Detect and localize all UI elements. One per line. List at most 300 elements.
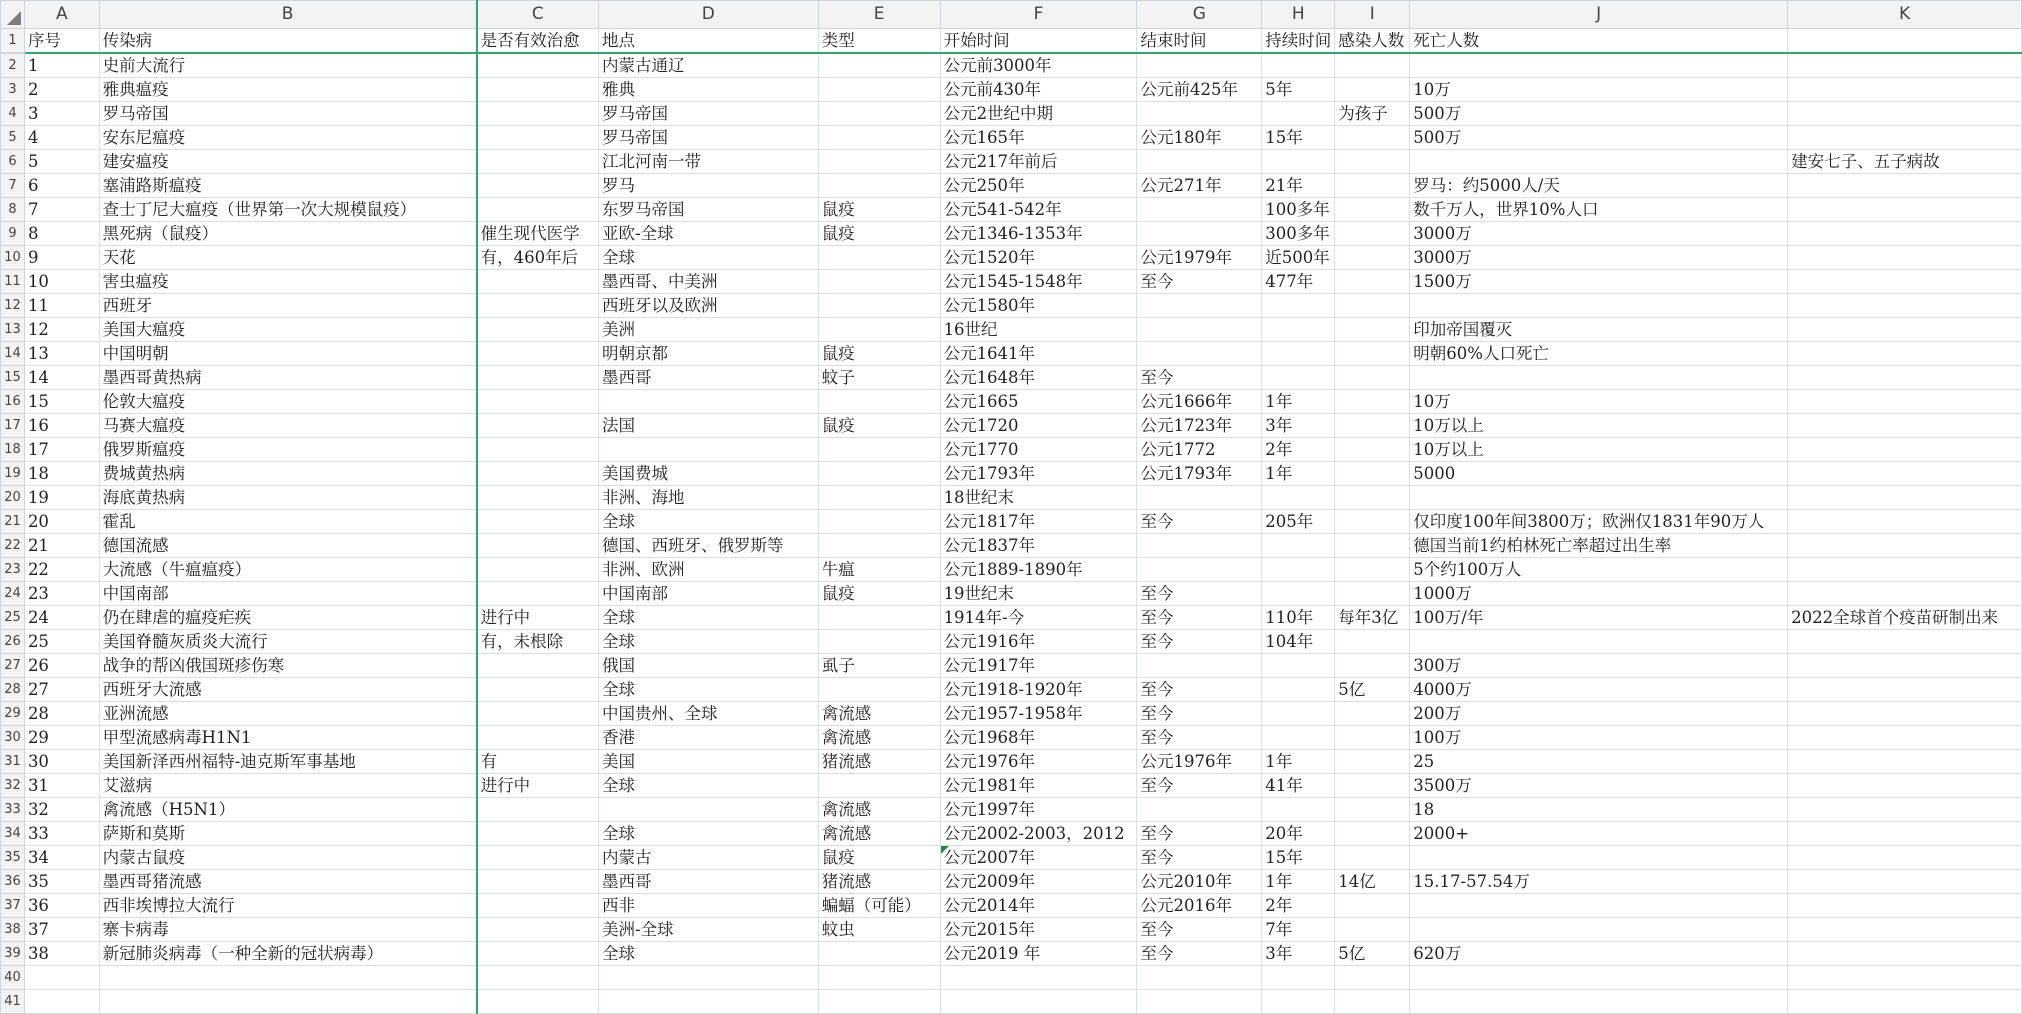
table-cell[interactable]	[598, 822, 818, 846]
table-cell[interactable]	[940, 366, 1137, 390]
table-cell[interactable]	[477, 510, 599, 534]
table-cell[interactable]	[940, 53, 1137, 78]
row-header[interactable]: 39	[1, 942, 25, 966]
table-cell[interactable]	[1335, 102, 1410, 126]
row-header[interactable]: 5	[1, 126, 25, 150]
table-cell[interactable]	[99, 702, 477, 726]
table-cell[interactable]	[1788, 390, 2022, 414]
table-cell[interactable]	[477, 222, 599, 246]
table-cell[interactable]	[477, 534, 599, 558]
row-header[interactable]: 21	[1, 510, 25, 534]
table-cell[interactable]	[1410, 990, 1788, 1014]
table-cell[interactable]	[1262, 558, 1335, 582]
table-cell[interactable]	[24, 366, 99, 390]
table-cell[interactable]	[1335, 486, 1410, 510]
row-header[interactable]: 8	[1, 198, 25, 222]
table-cell[interactable]	[1137, 606, 1262, 630]
table-cell[interactable]	[1410, 654, 1788, 678]
table-cell[interactable]	[24, 510, 99, 534]
table-cell[interactable]	[99, 198, 477, 222]
table-cell[interactable]	[1262, 246, 1335, 270]
column-title-cell[interactable]	[1137, 29, 1262, 54]
table-cell[interactable]	[1137, 702, 1262, 726]
table-cell[interactable]	[1335, 630, 1410, 654]
table-cell[interactable]	[99, 966, 477, 990]
table-cell[interactable]	[598, 606, 818, 630]
table-cell[interactable]	[940, 630, 1137, 654]
table-cell[interactable]	[1410, 582, 1788, 606]
table-cell[interactable]	[598, 294, 818, 318]
table-cell[interactable]	[598, 126, 818, 150]
table-cell[interactable]	[1335, 558, 1410, 582]
table-cell[interactable]	[818, 534, 940, 558]
table-cell[interactable]	[477, 414, 599, 438]
table-cell[interactable]	[1410, 246, 1788, 270]
table-cell[interactable]	[1137, 678, 1262, 702]
table-cell[interactable]	[818, 966, 940, 990]
row-header[interactable]: 34	[1, 822, 25, 846]
table-cell[interactable]	[1335, 53, 1410, 78]
table-cell[interactable]	[1788, 53, 2022, 78]
table-cell[interactable]	[1788, 870, 2022, 894]
table-cell[interactable]	[24, 462, 99, 486]
table-cell[interactable]	[1410, 270, 1788, 294]
table-cell[interactable]	[1262, 126, 1335, 150]
table-cell[interactable]	[940, 438, 1137, 462]
table-cell[interactable]	[1410, 222, 1788, 246]
table-cell[interactable]	[1262, 702, 1335, 726]
table-cell[interactable]	[818, 990, 940, 1014]
row-header[interactable]: 32	[1, 774, 25, 798]
table-cell[interactable]	[24, 918, 99, 942]
row-header[interactable]: 17	[1, 414, 25, 438]
row-header[interactable]: 18	[1, 438, 25, 462]
table-cell[interactable]	[99, 894, 477, 918]
table-cell[interactable]	[1262, 582, 1335, 606]
table-cell[interactable]	[818, 53, 940, 78]
table-cell[interactable]	[99, 294, 477, 318]
column-header-h[interactable]: H	[1262, 1, 1335, 29]
table-cell[interactable]	[24, 558, 99, 582]
table-cell[interactable]	[24, 102, 99, 126]
table-cell[interactable]	[1410, 606, 1788, 630]
table-cell[interactable]	[940, 318, 1137, 342]
table-cell[interactable]	[477, 366, 599, 390]
column-header-g[interactable]: G	[1137, 1, 1262, 29]
table-cell[interactable]	[1137, 798, 1262, 822]
table-cell[interactable]	[1410, 198, 1788, 222]
table-cell[interactable]	[99, 654, 477, 678]
table-cell[interactable]	[598, 678, 818, 702]
table-cell[interactable]	[1788, 174, 2022, 198]
table-cell[interactable]	[598, 486, 818, 510]
table-cell[interactable]	[1335, 798, 1410, 822]
table-cell[interactable]	[24, 822, 99, 846]
table-cell[interactable]	[1788, 558, 2022, 582]
table-cell[interactable]	[1335, 918, 1410, 942]
row-header[interactable]: 36	[1, 870, 25, 894]
table-cell[interactable]	[940, 966, 1137, 990]
table-cell[interactable]	[940, 990, 1137, 1014]
table-cell[interactable]	[99, 750, 477, 774]
table-cell[interactable]	[24, 150, 99, 174]
table-cell[interactable]	[1335, 942, 1410, 966]
table-cell[interactable]	[477, 174, 599, 198]
table-cell[interactable]	[940, 558, 1137, 582]
table-cell[interactable]	[1335, 366, 1410, 390]
table-cell[interactable]	[940, 678, 1137, 702]
table-cell[interactable]	[1335, 222, 1410, 246]
table-cell[interactable]	[1788, 678, 2022, 702]
table-cell[interactable]	[1410, 150, 1788, 174]
table-cell[interactable]	[1410, 126, 1788, 150]
table-cell[interactable]	[598, 654, 818, 678]
table-cell[interactable]	[818, 870, 940, 894]
row-header[interactable]: 7	[1, 174, 25, 198]
table-cell[interactable]	[1410, 750, 1788, 774]
table-cell[interactable]	[1262, 726, 1335, 750]
table-cell[interactable]	[1788, 150, 2022, 174]
table-cell[interactable]	[598, 390, 818, 414]
table-cell[interactable]	[24, 726, 99, 750]
table-cell[interactable]	[24, 222, 99, 246]
table-cell[interactable]	[1262, 390, 1335, 414]
table-cell[interactable]	[1788, 438, 2022, 462]
table-cell[interactable]	[99, 678, 477, 702]
table-cell[interactable]	[1137, 486, 1262, 510]
table-cell[interactable]	[24, 486, 99, 510]
table-cell[interactable]	[24, 870, 99, 894]
table-cell[interactable]	[1262, 342, 1335, 366]
table-cell[interactable]	[1788, 510, 2022, 534]
table-cell[interactable]	[940, 822, 1137, 846]
table-cell[interactable]	[1788, 894, 2022, 918]
table-cell[interactable]	[1262, 750, 1335, 774]
table-cell[interactable]	[99, 798, 477, 822]
table-cell[interactable]	[24, 702, 99, 726]
table-cell[interactable]	[940, 222, 1137, 246]
row-header[interactable]: 35	[1, 846, 25, 870]
table-cell[interactable]	[1788, 462, 2022, 486]
column-header-i[interactable]: I	[1335, 1, 1410, 29]
table-cell[interactable]	[1262, 678, 1335, 702]
table-cell[interactable]	[24, 126, 99, 150]
table-cell[interactable]	[477, 270, 599, 294]
table-cell[interactable]	[477, 102, 599, 126]
table-cell[interactable]	[99, 870, 477, 894]
column-header-b[interactable]: B	[99, 1, 477, 29]
table-cell[interactable]	[477, 678, 599, 702]
table-cell[interactable]	[24, 270, 99, 294]
table-cell[interactable]	[940, 150, 1137, 174]
table-cell[interactable]	[1137, 942, 1262, 966]
column-title-cell[interactable]	[1262, 29, 1335, 54]
table-cell[interactable]	[940, 582, 1137, 606]
table-cell[interactable]	[818, 702, 940, 726]
table-cell[interactable]	[1137, 318, 1262, 342]
table-cell[interactable]	[818, 630, 940, 654]
table-cell[interactable]	[1137, 990, 1262, 1014]
table-cell[interactable]	[99, 318, 477, 342]
column-header-c[interactable]: C	[477, 1, 599, 29]
table-cell[interactable]	[477, 606, 599, 630]
table-cell[interactable]	[598, 438, 818, 462]
table-cell[interactable]	[1335, 78, 1410, 102]
table-cell[interactable]	[24, 654, 99, 678]
table-cell[interactable]	[1137, 654, 1262, 678]
column-title-cell[interactable]	[1410, 29, 1788, 54]
row-header[interactable]: 12	[1, 294, 25, 318]
table-cell[interactable]	[1262, 774, 1335, 798]
table-cell[interactable]	[24, 246, 99, 270]
table-cell[interactable]	[1410, 102, 1788, 126]
table-cell[interactable]	[1137, 150, 1262, 174]
table-cell[interactable]	[940, 918, 1137, 942]
table-cell[interactable]	[1137, 246, 1262, 270]
table-cell[interactable]	[1262, 990, 1335, 1014]
table-cell[interactable]	[1137, 918, 1262, 942]
table-cell[interactable]	[940, 174, 1137, 198]
row-header[interactable]: 1	[1, 29, 25, 54]
table-cell[interactable]	[1410, 558, 1788, 582]
table-cell[interactable]	[1335, 198, 1410, 222]
table-cell[interactable]	[940, 846, 1137, 870]
table-cell[interactable]	[818, 366, 940, 390]
table-cell[interactable]	[477, 198, 599, 222]
table-cell[interactable]	[24, 582, 99, 606]
table-cell[interactable]	[1137, 438, 1262, 462]
table-cell[interactable]	[1335, 438, 1410, 462]
table-cell[interactable]	[1335, 462, 1410, 486]
table-cell[interactable]	[477, 726, 599, 750]
table-cell[interactable]	[598, 750, 818, 774]
row-header[interactable]: 40	[1, 966, 25, 990]
table-cell[interactable]	[598, 150, 818, 174]
table-cell[interactable]	[99, 53, 477, 78]
table-cell[interactable]	[24, 78, 99, 102]
table-cell[interactable]	[99, 822, 477, 846]
row-header[interactable]: 15	[1, 366, 25, 390]
table-cell[interactable]	[940, 750, 1137, 774]
table-cell[interactable]	[598, 582, 818, 606]
column-header-a[interactable]: A	[24, 1, 99, 29]
table-cell[interactable]	[1137, 126, 1262, 150]
table-cell[interactable]	[818, 102, 940, 126]
table-cell[interactable]	[818, 78, 940, 102]
table-cell[interactable]	[1262, 606, 1335, 630]
table-cell[interactable]	[99, 414, 477, 438]
table-cell[interactable]	[1262, 198, 1335, 222]
table-cell[interactable]	[1262, 630, 1335, 654]
table-cell[interactable]	[1137, 870, 1262, 894]
table-cell[interactable]	[598, 774, 818, 798]
table-cell[interactable]	[477, 966, 599, 990]
table-cell[interactable]	[24, 678, 99, 702]
table-cell[interactable]	[24, 942, 99, 966]
table-cell[interactable]	[1137, 558, 1262, 582]
table-cell[interactable]	[818, 150, 940, 174]
table-cell[interactable]	[1410, 534, 1788, 558]
row-header[interactable]: 11	[1, 270, 25, 294]
table-cell[interactable]	[1137, 222, 1262, 246]
table-cell[interactable]	[1335, 846, 1410, 870]
table-cell[interactable]	[1410, 174, 1788, 198]
table-cell[interactable]	[1262, 534, 1335, 558]
table-cell[interactable]	[598, 966, 818, 990]
column-header-j[interactable]: J	[1410, 1, 1788, 29]
table-cell[interactable]	[1410, 630, 1788, 654]
table-cell[interactable]	[940, 78, 1137, 102]
table-cell[interactable]	[818, 270, 940, 294]
table-cell[interactable]	[1410, 462, 1788, 486]
table-cell[interactable]	[99, 438, 477, 462]
table-cell[interactable]	[1262, 318, 1335, 342]
table-cell[interactable]	[99, 366, 477, 390]
table-cell[interactable]	[818, 582, 940, 606]
table-cell[interactable]	[24, 894, 99, 918]
table-cell[interactable]	[1788, 246, 2022, 270]
table-cell[interactable]	[1335, 678, 1410, 702]
table-cell[interactable]	[940, 102, 1137, 126]
table-cell[interactable]	[818, 846, 940, 870]
table-cell[interactable]	[1137, 294, 1262, 318]
table-cell[interactable]	[477, 342, 599, 366]
table-cell[interactable]	[1335, 342, 1410, 366]
column-title-cell[interactable]	[598, 29, 818, 54]
table-cell[interactable]	[477, 702, 599, 726]
table-cell[interactable]	[477, 150, 599, 174]
table-cell[interactable]	[818, 918, 940, 942]
table-cell[interactable]	[818, 678, 940, 702]
table-cell[interactable]	[1262, 966, 1335, 990]
table-cell[interactable]	[99, 486, 477, 510]
row-header[interactable]: 37	[1, 894, 25, 918]
table-cell[interactable]	[1410, 678, 1788, 702]
table-cell[interactable]	[818, 558, 940, 582]
table-cell[interactable]	[99, 174, 477, 198]
table-cell[interactable]	[99, 270, 477, 294]
table-cell[interactable]	[24, 342, 99, 366]
table-cell[interactable]	[477, 846, 599, 870]
table-cell[interactable]	[99, 150, 477, 174]
table-cell[interactable]	[1137, 174, 1262, 198]
table-cell[interactable]	[24, 318, 99, 342]
cell-comment-indicator-icon[interactable]	[941, 846, 949, 854]
table-cell[interactable]	[1137, 342, 1262, 366]
column-title-cell[interactable]	[99, 29, 477, 54]
table-cell[interactable]	[477, 486, 599, 510]
table-cell[interactable]	[1788, 846, 2022, 870]
row-header[interactable]: 41	[1, 990, 25, 1014]
table-cell[interactable]	[477, 822, 599, 846]
table-cell[interactable]	[598, 222, 818, 246]
table-cell[interactable]	[1137, 534, 1262, 558]
table-cell[interactable]	[99, 534, 477, 558]
table-cell[interactable]	[24, 630, 99, 654]
table-cell[interactable]	[1788, 198, 2022, 222]
table-cell[interactable]	[1335, 414, 1410, 438]
table-cell[interactable]	[477, 942, 599, 966]
table-cell[interactable]	[1410, 78, 1788, 102]
table-cell[interactable]	[1262, 918, 1335, 942]
table-cell[interactable]	[1335, 774, 1410, 798]
table-cell[interactable]	[818, 294, 940, 318]
table-cell[interactable]	[1335, 246, 1410, 270]
table-cell[interactable]	[24, 294, 99, 318]
table-cell[interactable]	[818, 198, 940, 222]
table-cell[interactable]	[1788, 126, 2022, 150]
table-cell[interactable]	[477, 390, 599, 414]
table-cell[interactable]	[477, 918, 599, 942]
table-cell[interactable]	[1410, 486, 1788, 510]
row-header[interactable]: 16	[1, 390, 25, 414]
row-header[interactable]: 23	[1, 558, 25, 582]
table-cell[interactable]	[1410, 342, 1788, 366]
table-cell[interactable]	[940, 534, 1137, 558]
row-header[interactable]: 29	[1, 702, 25, 726]
table-cell[interactable]	[477, 462, 599, 486]
table-cell[interactable]	[24, 990, 99, 1014]
table-cell[interactable]	[940, 798, 1137, 822]
table-cell[interactable]	[598, 510, 818, 534]
table-cell[interactable]	[1410, 414, 1788, 438]
table-cell[interactable]	[1788, 966, 2022, 990]
table-cell[interactable]	[940, 654, 1137, 678]
table-cell[interactable]	[1788, 270, 2022, 294]
table-cell[interactable]	[1788, 942, 2022, 966]
column-title-cell[interactable]	[818, 29, 940, 54]
table-cell[interactable]	[99, 582, 477, 606]
table-cell[interactable]	[477, 894, 599, 918]
table-cell[interactable]	[818, 822, 940, 846]
row-header[interactable]: 38	[1, 918, 25, 942]
table-cell[interactable]	[1262, 798, 1335, 822]
table-cell[interactable]	[477, 318, 599, 342]
table-cell[interactable]	[1137, 390, 1262, 414]
table-cell[interactable]	[24, 414, 99, 438]
table-cell[interactable]	[1335, 150, 1410, 174]
table-cell[interactable]	[940, 702, 1137, 726]
table-cell[interactable]	[1335, 582, 1410, 606]
table-cell[interactable]	[1262, 222, 1335, 246]
table-cell[interactable]	[477, 990, 599, 1014]
table-cell[interactable]	[1137, 846, 1262, 870]
select-all-corner[interactable]	[1, 1, 25, 29]
row-header[interactable]: 24	[1, 582, 25, 606]
column-title-cell[interactable]	[477, 29, 599, 54]
table-cell[interactable]	[1262, 894, 1335, 918]
table-cell[interactable]	[477, 126, 599, 150]
table-cell[interactable]	[818, 342, 940, 366]
table-cell[interactable]	[1262, 870, 1335, 894]
table-cell[interactable]	[24, 774, 99, 798]
table-cell[interactable]	[99, 222, 477, 246]
table-cell[interactable]	[1335, 126, 1410, 150]
table-cell[interactable]	[477, 438, 599, 462]
table-cell[interactable]	[1788, 534, 2022, 558]
column-title-cell[interactable]	[1335, 29, 1410, 54]
table-cell[interactable]	[940, 726, 1137, 750]
table-cell[interactable]	[940, 198, 1137, 222]
table-cell[interactable]	[1788, 822, 2022, 846]
table-cell[interactable]	[598, 630, 818, 654]
table-cell[interactable]	[818, 726, 940, 750]
table-cell[interactable]	[1788, 702, 2022, 726]
table-cell[interactable]	[1335, 702, 1410, 726]
table-cell[interactable]	[477, 582, 599, 606]
table-cell[interactable]	[1137, 78, 1262, 102]
table-cell[interactable]	[477, 246, 599, 270]
